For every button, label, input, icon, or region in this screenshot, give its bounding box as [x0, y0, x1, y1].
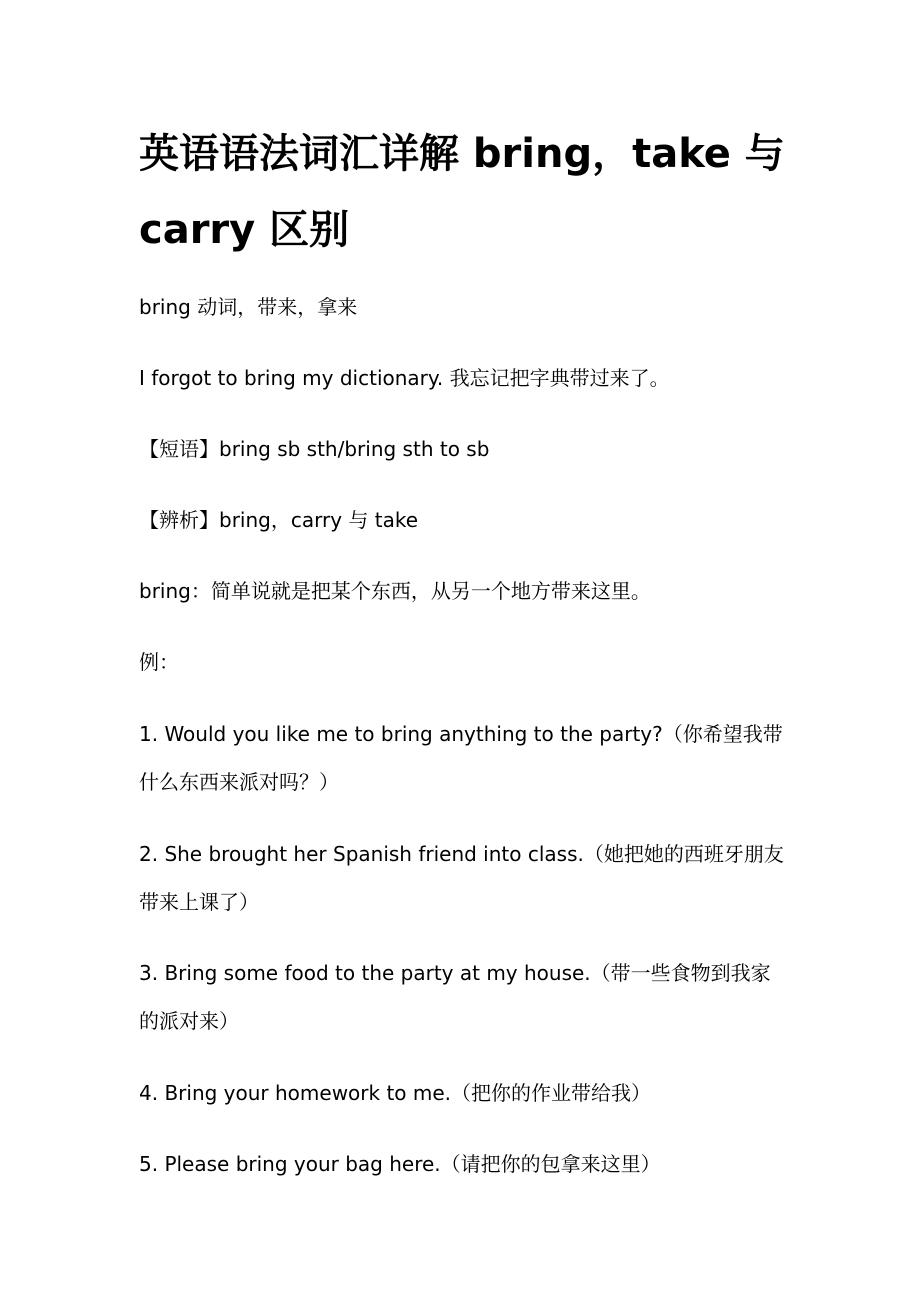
example-item: 2. She brought her Spanish friend into class.（她把她的西班牙朋友带来上课了）	[139, 842, 784, 914]
example-item: 4. Bring your homework to me.（把你的作业带给我）	[139, 1081, 652, 1105]
example-sentence: I forgot to bring my dictionary. 我忘记把字典带过来了。	[139, 366, 670, 390]
example-label: 例：	[139, 650, 179, 674]
example-item: 5. Please bring your bag here.（请把你的包拿来这里）	[139, 1152, 661, 1176]
document-title: 英语语法词汇详解 bring，take 与 carry 区别	[139, 131, 785, 253]
explanation-line: bring：简单说就是把某个东西，从另一个地方带来这里。	[139, 579, 651, 603]
example-item: 1. Would you like me to bring anything to the party?（你希望我带什么东西来派对吗？）	[139, 722, 783, 794]
phrase-line: 【短语】bring sb sth/bring sth to sb	[139, 437, 490, 461]
analysis-line: 【辨析】bring，carry 与 take	[139, 508, 419, 532]
example-item: 3. Bring some food to the party at my house.（带一些食物到我家的派对来）	[139, 961, 771, 1033]
definition-line: bring 动词，带来，拿来	[139, 295, 358, 319]
